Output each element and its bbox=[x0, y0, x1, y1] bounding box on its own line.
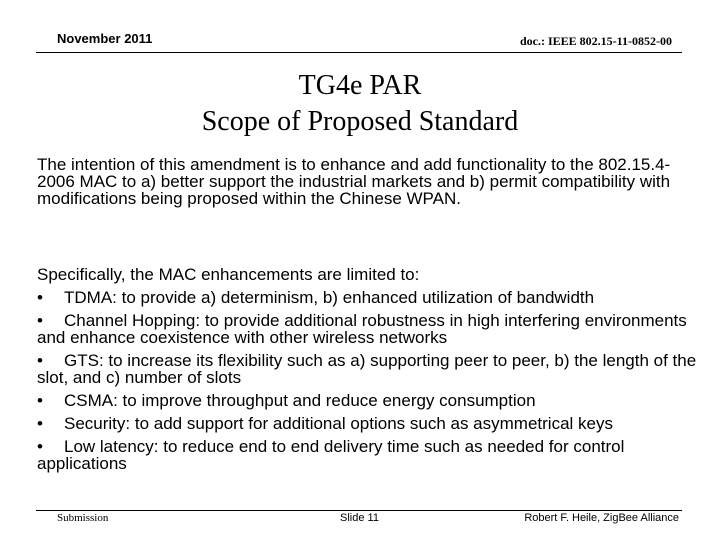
list-item-text: Security: to add support for additional options such as asymmetrical keys bbox=[64, 414, 613, 433]
bullet-glyph: • bbox=[37, 311, 43, 330]
list-item-text: GTS: to increase its flexibility such as a) supporting peer to peer, b) the length of the slot, and c) number of slots bbox=[37, 351, 697, 387]
bullet-glyph: • bbox=[37, 414, 43, 433]
intro-paragraph: The intention of this amendment is to enhance and add functionality to the 802.15.4-2006 MAC to a) better support the industrial markets and b) permit compatibility with modifications being proposed within the Chinese WPAN. bbox=[37, 155, 671, 208]
list-item-text: Channel Hopping: to provide additional robustness in high interfering environments and enhance coexistence with other wireless networks bbox=[37, 311, 687, 347]
list-lead: Specifically, the MAC enhancements are limited to: bbox=[37, 265, 420, 284]
slide-title bbox=[0, 68, 720, 140]
list-item-text: CSMA: to improve throughput and reduce energy consumption bbox=[64, 391, 536, 410]
footer-author: Robert F. Heile, ZigBee Alliance bbox=[524, 512, 679, 524]
footer-divider bbox=[36, 510, 682, 511]
list-item bbox=[37, 289, 702, 306]
footer-slide-number: Slide 11 bbox=[340, 512, 379, 524]
list-item bbox=[37, 392, 702, 409]
bullet-glyph: • bbox=[37, 437, 43, 456]
list-item bbox=[37, 438, 702, 472]
list-item bbox=[37, 352, 702, 386]
bullet-glyph: • bbox=[37, 351, 43, 370]
bullet-glyph: • bbox=[37, 391, 43, 410]
bullet-glyph: • bbox=[37, 288, 43, 307]
footer-submission: Submission bbox=[57, 512, 109, 524]
list-item bbox=[37, 415, 702, 432]
enhancement-list bbox=[37, 266, 702, 478]
slide-title-line-1: TG4e PAR bbox=[298, 70, 422, 101]
header-doc-id: doc.: IEEE 802.15-11-0852-00 bbox=[519, 34, 672, 48]
header-divider bbox=[36, 52, 682, 53]
list-item-text: Low latency: to reduce end to end delivery time such as needed for control applications bbox=[37, 437, 625, 473]
slide-title-line-2: Scope of Proposed Standard bbox=[201, 106, 519, 137]
header-date: November 2011 bbox=[57, 31, 153, 46]
list-item bbox=[37, 312, 702, 346]
list-item-text: TDMA: to provide a) determinism, b) enhanced utilization of bandwidth bbox=[64, 288, 595, 307]
